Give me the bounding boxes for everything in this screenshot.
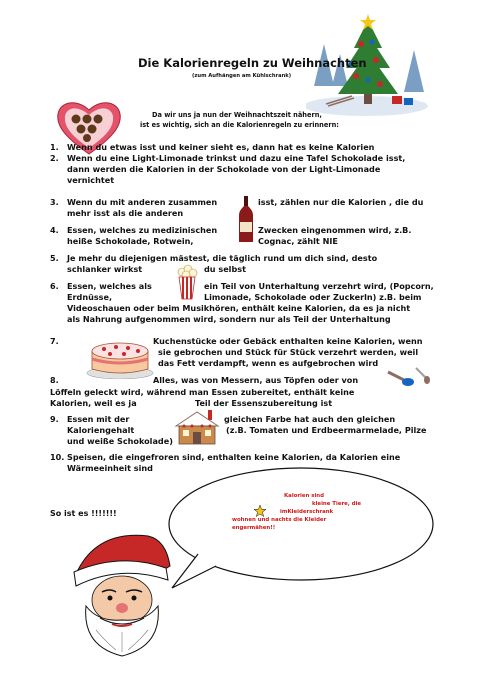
rule-number: 3.	[50, 197, 59, 207]
rule-text: Cognac, zählt NIE	[258, 236, 338, 246]
rule-text: Wenn du mit anderen zusammen	[67, 197, 218, 207]
wine-bottle-illustration	[238, 196, 254, 242]
rule-text: Essen, welches als	[67, 281, 152, 291]
bubble-line: engermähen!!	[232, 525, 276, 531]
closing-text: So ist es !!!!!!!	[50, 509, 117, 518]
rule-number: 4.	[50, 225, 59, 235]
bubble-line: wohnen und nachts die Kleider	[232, 517, 327, 523]
rule-text: als Nahrung aufgenommen wird, sondern nur als Teil der Unterhaltung	[67, 314, 391, 324]
rule-number: 1.	[50, 142, 59, 152]
rule-text: Limonade, Schokolade oder Zuckerln) z.B. beim	[204, 292, 422, 302]
rule-number: 5.	[50, 253, 59, 263]
rule-number: 2.	[50, 153, 59, 163]
cake-illustration	[86, 333, 154, 379]
rule-text: Je mehr du diejenigen mästest, die täglich rund um dich sind, desto	[67, 253, 378, 263]
intro-line-1: Da wir uns ja nun der Weihnachtszeit nähern,	[152, 111, 322, 119]
rule-text: Löffeln geleckt wird, während man Essen zubereitet, enthält keine	[50, 387, 355, 397]
rule-text: das Fett verdampft, wenn es aufgebrochen wird	[158, 358, 379, 368]
rule-number: 6.	[50, 281, 59, 291]
rule-text: Speisen, die eingefroren sind, enthalten keine Kalorien, da Kalorien eine	[67, 452, 401, 462]
rule-text: Teil der Essenszubereitung ist	[195, 398, 333, 408]
rule-text: Wärmeeinheit sind	[67, 463, 153, 473]
rule-text: Wenn du eine Light-Limonade trinkst und dazu eine Tafel Schokolade isst,	[67, 153, 406, 163]
rule-text: Kalorien, weil es ja	[50, 398, 137, 408]
rule-text: Videoschauen oder beim Musikhören, enthält keine Kalorien, da es ja nicht	[67, 303, 411, 313]
rule-text: mehr isst als die anderen	[67, 208, 184, 218]
rule-text: ein Teil von Unterhaltung verzehrt wird, (Popcorn,	[204, 281, 434, 291]
rule-text: und weiße Schokolade)	[67, 436, 173, 446]
santa-face-illustration	[66, 526, 174, 660]
gingerbread-house-illustration	[170, 408, 224, 446]
rule-number: 9.	[50, 414, 59, 424]
rule-number: 7.	[50, 336, 59, 346]
rule-text: schlanker wirkst	[67, 264, 143, 274]
rule-text: Zwecken eingenommen wird, z.B.	[258, 225, 412, 235]
rule-text: Wenn du etwas isst und keiner sieht es, dann hat es keine Kalorien	[67, 142, 375, 152]
bubble-line: kleine Tiere, die	[312, 501, 362, 507]
rule-text: Essen mit der	[67, 414, 130, 424]
kitchen-utensils-illustration	[386, 364, 430, 388]
rule-text: du selbst	[204, 264, 246, 274]
rule-text: sie gebrochen und Stück für Stück verzehrt werden, weil	[158, 347, 419, 357]
rule-number: 8.	[50, 375, 59, 385]
rule-text: vernichtet	[67, 175, 115, 185]
rule-text: heiße Schokolade, Rotwein,	[67, 236, 194, 246]
rule-text: gleichen Farbe hat auch den gleichen	[224, 414, 396, 424]
rule-text: Kaloriengehalt	[67, 425, 135, 435]
bubble-line: imKleiderschrank	[280, 509, 334, 515]
intro-line-2: ist es wichtig, sich an die Kalorienregeln zu erinnern:	[140, 121, 339, 129]
rule-text: (z.B. Tomaten und Erdbeermarmelade, Pilze	[226, 425, 427, 435]
rule-text: Erdnüsse,	[67, 292, 113, 302]
page-subtitle: (zum Aufhängen am Kühlschrank)	[192, 73, 292, 79]
page-title: Die Kalorienregeln zu Weihnachten	[138, 56, 367, 70]
rule-text: Kuchenstücke oder Gebäck enthalten keine Kalorien, wenn	[153, 336, 423, 346]
rule-text: dann werden die Kalorien in der Schokolade von der Light-Limonade	[67, 164, 381, 174]
rule-text: isst, zählen nur die Kalorien , die du	[258, 197, 424, 207]
rule-number: 10.	[50, 452, 65, 462]
bubble-line: Kalorien sind	[284, 493, 324, 499]
speech-bubble-text	[232, 492, 367, 532]
popcorn-illustration	[176, 264, 198, 300]
rule-text: Essen, welches zu medizinischen	[67, 225, 218, 235]
rule-text: Alles, was von Messern, aus Töpfen oder von	[153, 375, 359, 385]
